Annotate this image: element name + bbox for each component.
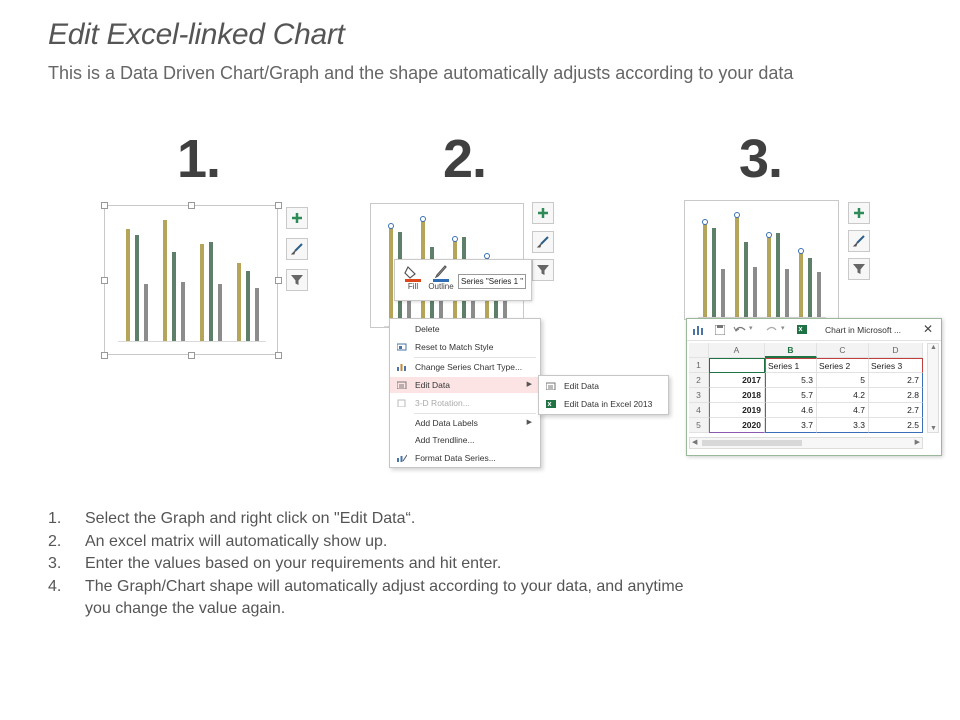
chart-bar[interactable] — [172, 252, 176, 341]
context-menu-item-label: Change Series Chart Type... — [415, 362, 523, 372]
brush-icon — [852, 234, 866, 248]
chart-bar[interactable] — [237, 263, 241, 341]
series-selection-marker[interactable] — [420, 216, 426, 222]
excel-small-icon[interactable] — [797, 325, 809, 335]
table-cell[interactable]: 5 — [817, 373, 869, 388]
table-cell[interactable]: Series 3 — [869, 358, 923, 373]
chart-icon — [693, 325, 705, 335]
instruction-text: Enter the values based on your requirements and hit enter. — [85, 555, 502, 572]
table-cell[interactable]: 3.7 — [765, 418, 817, 433]
scroll-left-icon[interactable]: ◀ — [692, 439, 698, 446]
chart-bar[interactable] — [753, 267, 757, 317]
instruction-item — [48, 553, 768, 576]
instruction-item — [48, 531, 768, 554]
chart-bar[interactable] — [135, 235, 139, 341]
table-cell[interactable]: 2019 — [709, 403, 765, 418]
context-menu-item-label: Delete — [415, 324, 440, 334]
context-menu-item-delete[interactable] — [390, 321, 540, 337]
row-header[interactable]: 5 — [689, 418, 709, 433]
brush-icon — [290, 242, 304, 256]
submenu-arrow-icon: ▶ — [526, 419, 532, 426]
table-cell[interactable]: 2018 — [709, 388, 765, 403]
context-menu-sep — [414, 413, 536, 414]
series-selection-marker[interactable] — [388, 223, 394, 229]
chart-3-plot[interactable] — [698, 210, 826, 318]
format-series-icon — [397, 454, 407, 462]
resize-handle[interactable] — [275, 352, 282, 359]
context-menu-item-label: Add Trendline... — [415, 435, 475, 445]
scroll-up-icon[interactable]: ▲ — [930, 344, 937, 351]
resize-handle[interactable] — [188, 352, 195, 359]
chart-bar[interactable] — [817, 272, 821, 317]
context-menu-item-label: 3-D Rotation... — [415, 398, 470, 408]
context-menu-item-change-type[interactable] — [390, 359, 540, 375]
plus-icon — [291, 212, 303, 224]
row-header[interactable]: 4 — [689, 403, 709, 418]
add-chart-element-button[interactable] — [286, 207, 308, 229]
column-header-a[interactable]: A — [709, 343, 765, 358]
outline-label: Outline — [428, 282, 454, 291]
resize-handle[interactable] — [275, 277, 282, 284]
chart-bar[interactable] — [144, 284, 148, 341]
resize-handle[interactable] — [101, 277, 108, 284]
format-mini-toolbar — [394, 259, 532, 301]
context-menu-item-reset-style[interactable] — [390, 339, 540, 355]
table-cell[interactable]: 2.7 — [869, 373, 923, 388]
table-cell[interactable]: 2.5 — [869, 418, 923, 433]
series-select-value: Series "Series 1 " — [461, 277, 524, 286]
series-select[interactable] — [458, 274, 526, 289]
edit-data-submenu — [538, 375, 669, 415]
chart-bar[interactable] — [776, 233, 780, 317]
chart-styles-button[interactable] — [286, 238, 308, 260]
redo-icon[interactable] — [765, 325, 779, 335]
chart-bar[interactable] — [255, 288, 259, 341]
submenu-item-edit-in-excel[interactable] — [539, 396, 668, 412]
table-cell[interactable]: 5.7 — [765, 388, 817, 403]
add-chart-element-button[interactable] — [532, 202, 554, 224]
submenu-item-label: Edit Data — [564, 381, 599, 391]
redo-dropdown-icon[interactable]: ▾ — [781, 325, 785, 332]
edit-data-icon — [397, 381, 407, 389]
context-menu-item-3d-rotation — [390, 395, 540, 411]
row-header[interactable]: 3 — [689, 388, 709, 403]
series-selection-marker[interactable] — [702, 219, 708, 225]
spreadsheet-grid[interactable] — [689, 343, 925, 453]
chart-type-icon — [397, 363, 407, 371]
reset-style-icon — [397, 343, 407, 351]
chart-bar[interactable] — [181, 282, 185, 341]
undo-dropdown-icon[interactable]: ▾ — [749, 325, 753, 332]
instruction-item — [48, 508, 768, 531]
table-cell[interactable]: 3.3 — [817, 418, 869, 433]
chart-bar[interactable] — [246, 271, 250, 341]
outline-button[interactable] — [426, 264, 456, 298]
chart-filters-button[interactable] — [848, 258, 870, 280]
instruction-text: The Graph/Chart shape will automatically adjust according to your data, and anytime you change the value again. — [85, 577, 684, 617]
series-selection-marker[interactable] — [452, 236, 458, 242]
fill-label: Fill — [407, 282, 419, 291]
chart-bar[interactable] — [808, 258, 812, 317]
instruction-number: 3. — [48, 555, 62, 572]
table-cell[interactable]: 2.7 — [869, 403, 923, 418]
pen-icon — [430, 264, 452, 282]
context-menu-sep — [414, 357, 536, 358]
context-menu-item-label: Edit Data — [415, 380, 450, 390]
scroll-down-icon[interactable]: ▼ — [930, 425, 937, 432]
excel-titlebar — [687, 319, 941, 341]
undo-icon[interactable] — [733, 325, 747, 335]
step-number-3: 3. — [739, 129, 783, 189]
table-cell[interactable]: 2.8 — [869, 388, 923, 403]
add-chart-element-button[interactable] — [848, 202, 870, 224]
submenu-item-label: Edit Data in Excel 2013 — [564, 399, 653, 409]
instruction-number: 2. — [48, 532, 62, 550]
chart-bar[interactable] — [721, 269, 725, 317]
series-selection-marker[interactable] — [734, 212, 740, 218]
row-header[interactable]: 1 — [689, 358, 709, 373]
series-selection-marker[interactable] — [766, 232, 772, 238]
chart-bar[interactable] — [703, 222, 707, 317]
chart-filters-button[interactable] — [286, 269, 308, 291]
context-menu — [389, 318, 541, 468]
table-cell[interactable]: 4.7 — [817, 403, 869, 418]
chart-styles-button[interactable] — [848, 230, 870, 252]
chart-filters-button[interactable] — [532, 259, 554, 281]
series-selection-marker[interactable] — [798, 248, 804, 254]
fill-bucket-icon — [402, 264, 424, 282]
row-header[interactable]: 2 — [689, 373, 709, 388]
step-number-2: 2. — [443, 129, 487, 189]
chart-bar[interactable] — [163, 220, 167, 341]
save-icon[interactable] — [715, 325, 725, 335]
chart-styles-button[interactable] — [532, 231, 554, 253]
excel-icon — [546, 400, 556, 408]
page-subtitle: This is a Data Driven Chart/Graph and the shape automatically adjusts according to your data — [48, 63, 794, 83]
rotation-icon — [397, 399, 407, 407]
resize-handle[interactable] — [101, 202, 108, 209]
column-header-b[interactable]: B — [765, 343, 817, 358]
resize-handle[interactable] — [188, 202, 195, 209]
context-menu-item-label: Format Data Series... — [415, 453, 496, 463]
table-cell[interactable]: 4.6 — [765, 403, 817, 418]
context-menu-item-format-series[interactable] — [390, 450, 540, 466]
page-title: Edit Excel-linked Chart — [48, 18, 345, 51]
column-header-d[interactable]: D — [869, 343, 923, 358]
filter-icon — [852, 262, 866, 276]
filter-icon — [536, 263, 550, 277]
excel-window-title: Chart in Microsoft ... — [825, 325, 902, 335]
instruction-text: An excel matrix will automatically show up. — [85, 532, 388, 550]
table-cell[interactable]: 4.2 — [817, 388, 869, 403]
instruction-item — [48, 576, 698, 621]
chart-bar[interactable] — [767, 235, 771, 317]
resize-handle[interactable] — [275, 202, 282, 209]
filter-icon — [290, 273, 304, 287]
column-header-corner — [689, 343, 709, 358]
submenu-arrow-icon: ▶ — [526, 381, 532, 388]
horizontal-scrollbar[interactable] — [689, 437, 923, 449]
instruction-text: Select the Graph and right click on "Edit Data“. — [85, 510, 416, 527]
chart-bar[interactable] — [785, 269, 789, 317]
scrollbar-thumb[interactable] — [702, 440, 802, 446]
table-cell[interactable]: 2020 — [709, 418, 765, 433]
context-menu-item-label: Add Data Labels — [415, 418, 478, 428]
table-cell[interactable]: 2017 — [709, 373, 765, 388]
submenu-item-edit-data[interactable] — [539, 378, 668, 394]
context-menu-item-add-data-labels[interactable] — [390, 415, 540, 431]
context-menu-item-edit-data[interactable] — [390, 377, 540, 393]
scroll-right-icon[interactable]: ▶ — [914, 439, 920, 446]
chart-bar[interactable] — [712, 228, 716, 317]
context-menu-item-label: Reset to Match Style — [415, 342, 494, 352]
resize-handle[interactable] — [101, 352, 108, 359]
excel-data-window — [686, 318, 942, 456]
close-icon[interactable]: ✕ — [923, 322, 934, 336]
table-cell[interactable]: Series 1 — [765, 358, 817, 373]
chart-bar[interactable] — [218, 284, 222, 341]
table-cell[interactable]: Series 2 — [817, 358, 869, 373]
table-cell[interactable]: 5.3 — [765, 373, 817, 388]
vertical-scrollbar[interactable] — [927, 343, 939, 433]
instruction-number: 1. — [48, 510, 62, 527]
chart-bar[interactable] — [126, 229, 130, 341]
plus-icon — [853, 207, 865, 219]
step-number-1: 1. — [177, 129, 221, 189]
chart-bar[interactable] — [744, 242, 748, 317]
instruction-number: 4. — [48, 577, 62, 595]
instruction-list — [48, 508, 768, 621]
brush-icon — [536, 235, 550, 249]
context-menu-item-add-trendline[interactable] — [390, 432, 540, 448]
edit-data-icon — [546, 382, 556, 390]
table-cell[interactable] — [709, 358, 765, 373]
chart-bar[interactable] — [799, 251, 803, 317]
plus-icon — [537, 207, 549, 219]
chart-bar[interactable] — [389, 226, 393, 326]
chart-bar[interactable] — [200, 244, 204, 341]
chart-bar[interactable] — [209, 242, 213, 341]
fill-button[interactable] — [398, 264, 428, 298]
column-header-c[interactable]: C — [817, 343, 869, 358]
chart-1-plot[interactable] — [118, 214, 266, 342]
chart-bar[interactable] — [735, 215, 739, 317]
